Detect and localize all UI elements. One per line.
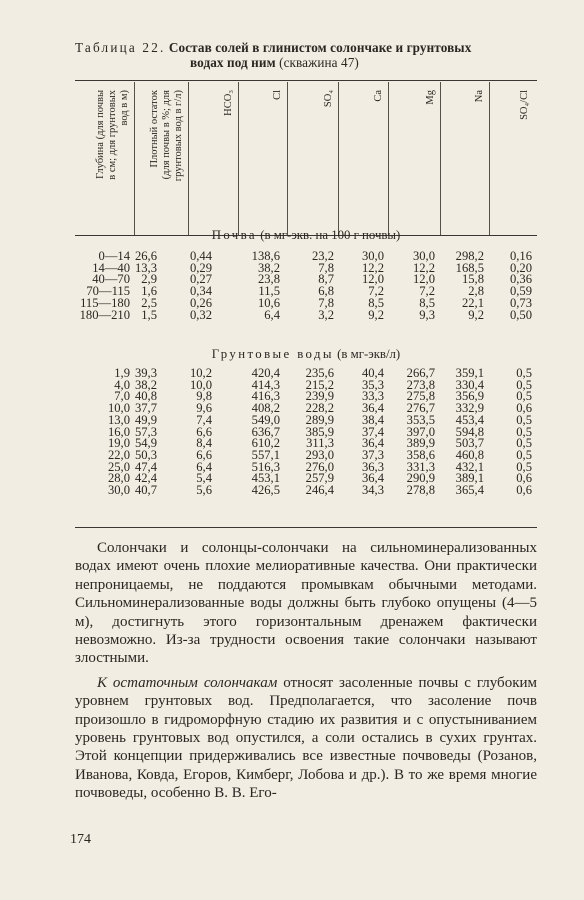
table-cell: 168,5 xyxy=(455,260,484,275)
table-cell: 2,5 xyxy=(141,295,157,310)
table-cell: 9,3 xyxy=(419,307,435,322)
table-cell: 276,0 xyxy=(305,459,334,474)
table-row xyxy=(0,297,584,309)
table-bottom-rule xyxy=(75,527,537,528)
water-section-heading xyxy=(75,346,537,362)
column-header xyxy=(292,90,334,220)
table-cell: 9,8 xyxy=(196,389,212,404)
water-heading-note: (в мг-экв/л) xyxy=(337,347,401,361)
table-cell: 0,27 xyxy=(189,272,212,287)
table-cell: 9,6 xyxy=(196,401,212,416)
caption-title-line2: водах под ним xyxy=(190,55,276,70)
table-cell: 5,4 xyxy=(196,471,212,486)
table-row xyxy=(0,402,584,414)
column-header xyxy=(392,90,436,220)
table-cell: 416,3 xyxy=(251,389,280,404)
column-header xyxy=(78,90,130,220)
table-cell: 7,8 xyxy=(318,295,334,310)
caption-label: Таблица 22. xyxy=(75,40,166,55)
table-cell: 2,8 xyxy=(468,284,484,299)
table-cell: 215,2 xyxy=(305,377,334,392)
column-header-line: Na xyxy=(474,90,485,103)
table-cell: 5,6 xyxy=(196,483,212,497)
caption-note: (скважина 47) xyxy=(279,55,359,70)
column-divider xyxy=(287,82,288,235)
table-cell: 0,6 xyxy=(516,471,532,486)
table-row xyxy=(0,309,584,321)
table-cell: 16,0 xyxy=(107,424,130,439)
table-cell: 8,4 xyxy=(196,436,212,451)
table-cell: 10,2 xyxy=(189,366,212,380)
table-cell: 25,0 xyxy=(107,459,130,474)
table-cell: 9,2 xyxy=(368,307,384,322)
column-divider xyxy=(440,82,441,235)
table-cell: 40,8 xyxy=(134,389,157,404)
table-cell: 516,3 xyxy=(251,459,280,474)
table-cell: 13,3 xyxy=(134,260,157,275)
page-number: 174 xyxy=(70,832,91,847)
table-cell: 0,44 xyxy=(189,249,212,263)
column-header-line: SO₄/Cl xyxy=(519,90,530,120)
table-cell: 7,8 xyxy=(318,260,334,275)
soil-heading-label: Почва xyxy=(211,228,257,242)
table-cell: 12,0 xyxy=(361,272,384,287)
column-divider xyxy=(238,82,239,235)
table-cell: 15,8 xyxy=(461,272,484,287)
column-header-line: в см; для грунтовых xyxy=(107,90,118,180)
table-cell: 353,5 xyxy=(406,412,435,427)
table-row xyxy=(0,250,584,262)
table-cell: 311,3 xyxy=(306,436,334,451)
table-cell: 365,4 xyxy=(455,483,484,497)
table-cell: 332,9 xyxy=(455,401,484,416)
table-cell: 228,2 xyxy=(305,401,334,416)
table-cell: 1,9 xyxy=(114,366,130,380)
table-cell: 49,9 xyxy=(134,412,157,427)
table-cell: 0,6 xyxy=(516,401,532,416)
table-cell: 6,8 xyxy=(318,284,334,299)
table-row xyxy=(0,472,584,484)
table-cell: 38,2 xyxy=(257,260,280,275)
table-row xyxy=(0,390,584,402)
table-cell: 6,6 xyxy=(196,447,212,462)
table-cell: 19,0 xyxy=(107,436,130,451)
table-cell: 0,5 xyxy=(516,366,532,380)
table-cell: 0,26 xyxy=(189,295,212,310)
table-cell: 34,3 xyxy=(361,483,384,497)
table-cell: 37,3 xyxy=(361,447,384,462)
table-cell: 0,29 xyxy=(189,260,212,275)
column-divider xyxy=(188,82,189,235)
table-cell: 11,5 xyxy=(258,284,280,299)
table-cell: 549,0 xyxy=(251,412,280,427)
column-header xyxy=(243,90,283,220)
table-cell: 22,1 xyxy=(461,295,484,310)
table-cell: 610,2 xyxy=(251,436,280,451)
table-cell: 23,2 xyxy=(311,249,334,263)
table-cell: 4,0 xyxy=(114,377,130,392)
column-divider xyxy=(338,82,339,235)
column-header-line: Ca xyxy=(373,90,384,102)
table-row xyxy=(0,414,584,426)
paragraph-2-emphasis: К остаточным солончакам xyxy=(97,674,278,691)
table-cell: 28,0 xyxy=(107,471,130,486)
table-cell: 0,73 xyxy=(509,295,532,310)
column-header-line: Cl xyxy=(272,90,283,100)
table-cell: 37,4 xyxy=(361,424,384,439)
table-cell: 138,6 xyxy=(251,249,280,263)
table-cell: 12,2 xyxy=(361,260,384,275)
table-cell: 36,4 xyxy=(361,401,384,416)
table-cell: 0,5 xyxy=(516,436,532,451)
table-cell: 0,5 xyxy=(516,447,532,462)
table-cell: 0,5 xyxy=(516,459,532,474)
table-cell: 40,7 xyxy=(134,483,157,497)
table-row xyxy=(0,426,584,438)
table-cell: 57,3 xyxy=(134,424,157,439)
table-cell: 0,16 xyxy=(509,249,532,263)
paragraph-2 xyxy=(75,674,537,803)
table-cell: 0,5 xyxy=(516,377,532,392)
table-cell: 22,0 xyxy=(107,447,130,462)
table-cell: 10,0 xyxy=(107,401,130,416)
table-cell: 266,7 xyxy=(406,366,435,380)
table-cell: 358,6 xyxy=(406,447,435,462)
table-cell: 273,8 xyxy=(406,377,435,392)
table-cell: 0,6 xyxy=(516,483,532,497)
table-top-rule xyxy=(75,80,537,81)
column-header-line: (для почвы в %; для xyxy=(161,90,172,180)
table-cell: 33,3 xyxy=(361,389,384,404)
table-cell: 276,7 xyxy=(406,401,435,416)
column-header xyxy=(494,90,530,220)
table-cell: 278,8 xyxy=(406,483,435,497)
table-cell: 1,6 xyxy=(141,284,157,299)
table-cell: 30,0 xyxy=(412,249,435,263)
column-divider xyxy=(134,82,135,235)
column-header xyxy=(138,90,184,220)
table-row xyxy=(0,262,584,274)
column-header-line: SO₄ xyxy=(323,90,334,108)
table-cell: 293,0 xyxy=(305,447,334,462)
table-cell: 6,6 xyxy=(196,424,212,439)
table-cell: 557,1 xyxy=(251,447,280,462)
table-cell: 0—14 xyxy=(98,249,130,263)
table-cell: 330,4 xyxy=(455,377,484,392)
table-cell: 359,1 xyxy=(455,366,484,380)
table-cell: 30,0 xyxy=(107,483,130,497)
column-divider xyxy=(388,82,389,235)
table-cell: 10,6 xyxy=(257,295,280,310)
table-cell: 180—210 xyxy=(79,307,130,322)
table-cell: 385,9 xyxy=(305,424,334,439)
caption-second-line xyxy=(75,55,545,70)
table-cell: 13,0 xyxy=(107,412,130,427)
table-cell: 42,4 xyxy=(134,471,157,486)
table-cell: 12,0 xyxy=(412,272,435,287)
paragraph-1: Солончаки и солонцы-солончаки на сильноминерализованных водах имеют очень плохие мелиоративные качества. Они практически непроницаемы, не поддаются промывкам обычными методами. Сильноминерализованные воды должны быть глубоко опущены (4—5 м), достигнуть этого горизонтальным дренажем фактически невозможно. Из-за трудности освоения такие солончаки называют злостными. xyxy=(75,540,537,667)
table-cell: 414,3 xyxy=(251,377,280,392)
table-cell: 420,4 xyxy=(251,366,280,380)
table-row xyxy=(0,461,584,473)
table-cell: 389,9 xyxy=(406,436,435,451)
table-row xyxy=(0,437,584,449)
column-header-line: HCO₃ xyxy=(223,90,234,116)
table-cell: 38,2 xyxy=(134,377,157,392)
table-cell: 2,9 xyxy=(141,272,157,287)
table-cell: 36,3 xyxy=(361,459,384,474)
table-cell: 40—70 xyxy=(92,272,130,287)
table-cell: 30,0 xyxy=(361,249,384,263)
table-cell: 37,7 xyxy=(134,401,157,416)
table-cell: 0,32 xyxy=(189,307,212,322)
table-cell: 290,9 xyxy=(406,471,435,486)
table-cell: 636,7 xyxy=(251,424,280,439)
table-cell: 432,1 xyxy=(455,459,484,474)
column-divider xyxy=(489,82,490,235)
table-cell: 7,0 xyxy=(114,389,130,404)
table-cell: 397,0 xyxy=(406,424,435,439)
table-cell: 0,36 xyxy=(509,272,532,287)
table-cell: 257,9 xyxy=(305,471,334,486)
column-header-line: Глубина (для почвы xyxy=(95,90,106,179)
table-cell: 47,4 xyxy=(134,459,157,474)
table-cell: 9,2 xyxy=(468,307,484,322)
table-cell: 0,34 xyxy=(189,284,212,299)
table-cell: 26,6 xyxy=(134,249,157,263)
table-cell: 408,2 xyxy=(251,401,280,416)
table-cell: 594,8 xyxy=(455,424,484,439)
table-cell: 0,5 xyxy=(516,412,532,427)
table-cell: 289,9 xyxy=(305,412,334,427)
table-cell: 10,0 xyxy=(189,377,212,392)
table-cell: 0,59 xyxy=(509,284,532,299)
column-header-line: грунтовых вод в г/л) xyxy=(173,90,184,182)
table-cell: 0,50 xyxy=(509,307,532,322)
table-cell: 39,3 xyxy=(134,366,157,380)
table-cell: 298,2 xyxy=(455,249,484,263)
table-row xyxy=(0,367,584,379)
table-cell: 50,3 xyxy=(134,447,157,462)
table-cell: 503,7 xyxy=(455,436,484,451)
table-cell: 6,4 xyxy=(264,307,280,322)
table-cell: 0,5 xyxy=(516,424,532,439)
table-cell: 23,8 xyxy=(257,272,280,287)
column-header-line: вод в м) xyxy=(119,90,130,126)
table-cell: 1,5 xyxy=(141,307,157,322)
table-cell: 453,4 xyxy=(455,412,484,427)
table-cell: 8,5 xyxy=(419,295,435,310)
table-cell: 38,4 xyxy=(361,412,384,427)
table-cell: 36,4 xyxy=(361,436,384,451)
caption-title-line1: Состав солей в глинистом солончаке и грунтовых xyxy=(168,40,472,55)
water-heading-label: Грунтовые воды xyxy=(211,347,334,361)
table-cell: 115—180 xyxy=(80,295,130,310)
table-cell: 7,2 xyxy=(419,284,435,299)
table-caption xyxy=(75,40,545,70)
table-cell: 239,9 xyxy=(305,389,334,404)
table-cell: 331,3 xyxy=(406,459,435,474)
table-cell: 6,4 xyxy=(196,459,212,474)
column-header xyxy=(192,90,234,220)
table-cell: 35,3 xyxy=(361,377,384,392)
table-cell: 0,20 xyxy=(509,260,532,275)
table-cell: 54,9 xyxy=(134,436,157,451)
table-cell: 275,8 xyxy=(406,389,435,404)
table-cell: 14—40 xyxy=(92,260,130,275)
soil-section-heading xyxy=(75,227,537,243)
table-cell: 0,5 xyxy=(516,389,532,404)
table-cell: 389,1 xyxy=(455,471,484,486)
table-cell: 8,5 xyxy=(368,295,384,310)
table-cell: 70—115 xyxy=(86,284,130,299)
table-cell: 12,2 xyxy=(412,260,435,275)
column-header xyxy=(444,90,485,220)
column-header-line: Плотный остаток xyxy=(149,90,160,168)
table-row xyxy=(0,379,584,391)
table-row xyxy=(0,449,584,461)
column-header xyxy=(342,90,384,220)
table-cell: 426,5 xyxy=(251,483,280,497)
table-row xyxy=(0,484,584,496)
column-header-line: Mg xyxy=(425,90,436,105)
table-cell: 246,4 xyxy=(305,483,334,497)
table-cell: 8,7 xyxy=(318,272,334,287)
table-cell: 3,2 xyxy=(318,307,334,322)
table-cell: 36,4 xyxy=(361,471,384,486)
table-cell: 356,9 xyxy=(455,389,484,404)
table-cell: 460,8 xyxy=(455,447,484,462)
table-cell: 453,1 xyxy=(251,471,280,486)
table-cell: 40,4 xyxy=(361,366,384,380)
paragraph-2-rest: относят засоленные почвы с глубоким уровнем грунтовых вод. Предполагается, что засоление почв произошло в гидроморфную стадию их развития и с опустыниванием уровень грунтовых вод опустился, а соли остались в сухих грунтах. Этой концепции придерживались все известные почвоведы (Розанов, Иванова, Ковда, Егоров, Кимберг, Лобова и др.). В то же время многие почвоведы, особенно В. В. Его- xyxy=(75,674,537,802)
soil-heading-note: (в мг-экв. на 100 г почвы) xyxy=(260,228,401,242)
body-text xyxy=(75,539,537,803)
table-cell: 7,4 xyxy=(196,412,212,427)
table-cell: 235,6 xyxy=(305,366,334,380)
table-cell: 7,2 xyxy=(368,284,384,299)
